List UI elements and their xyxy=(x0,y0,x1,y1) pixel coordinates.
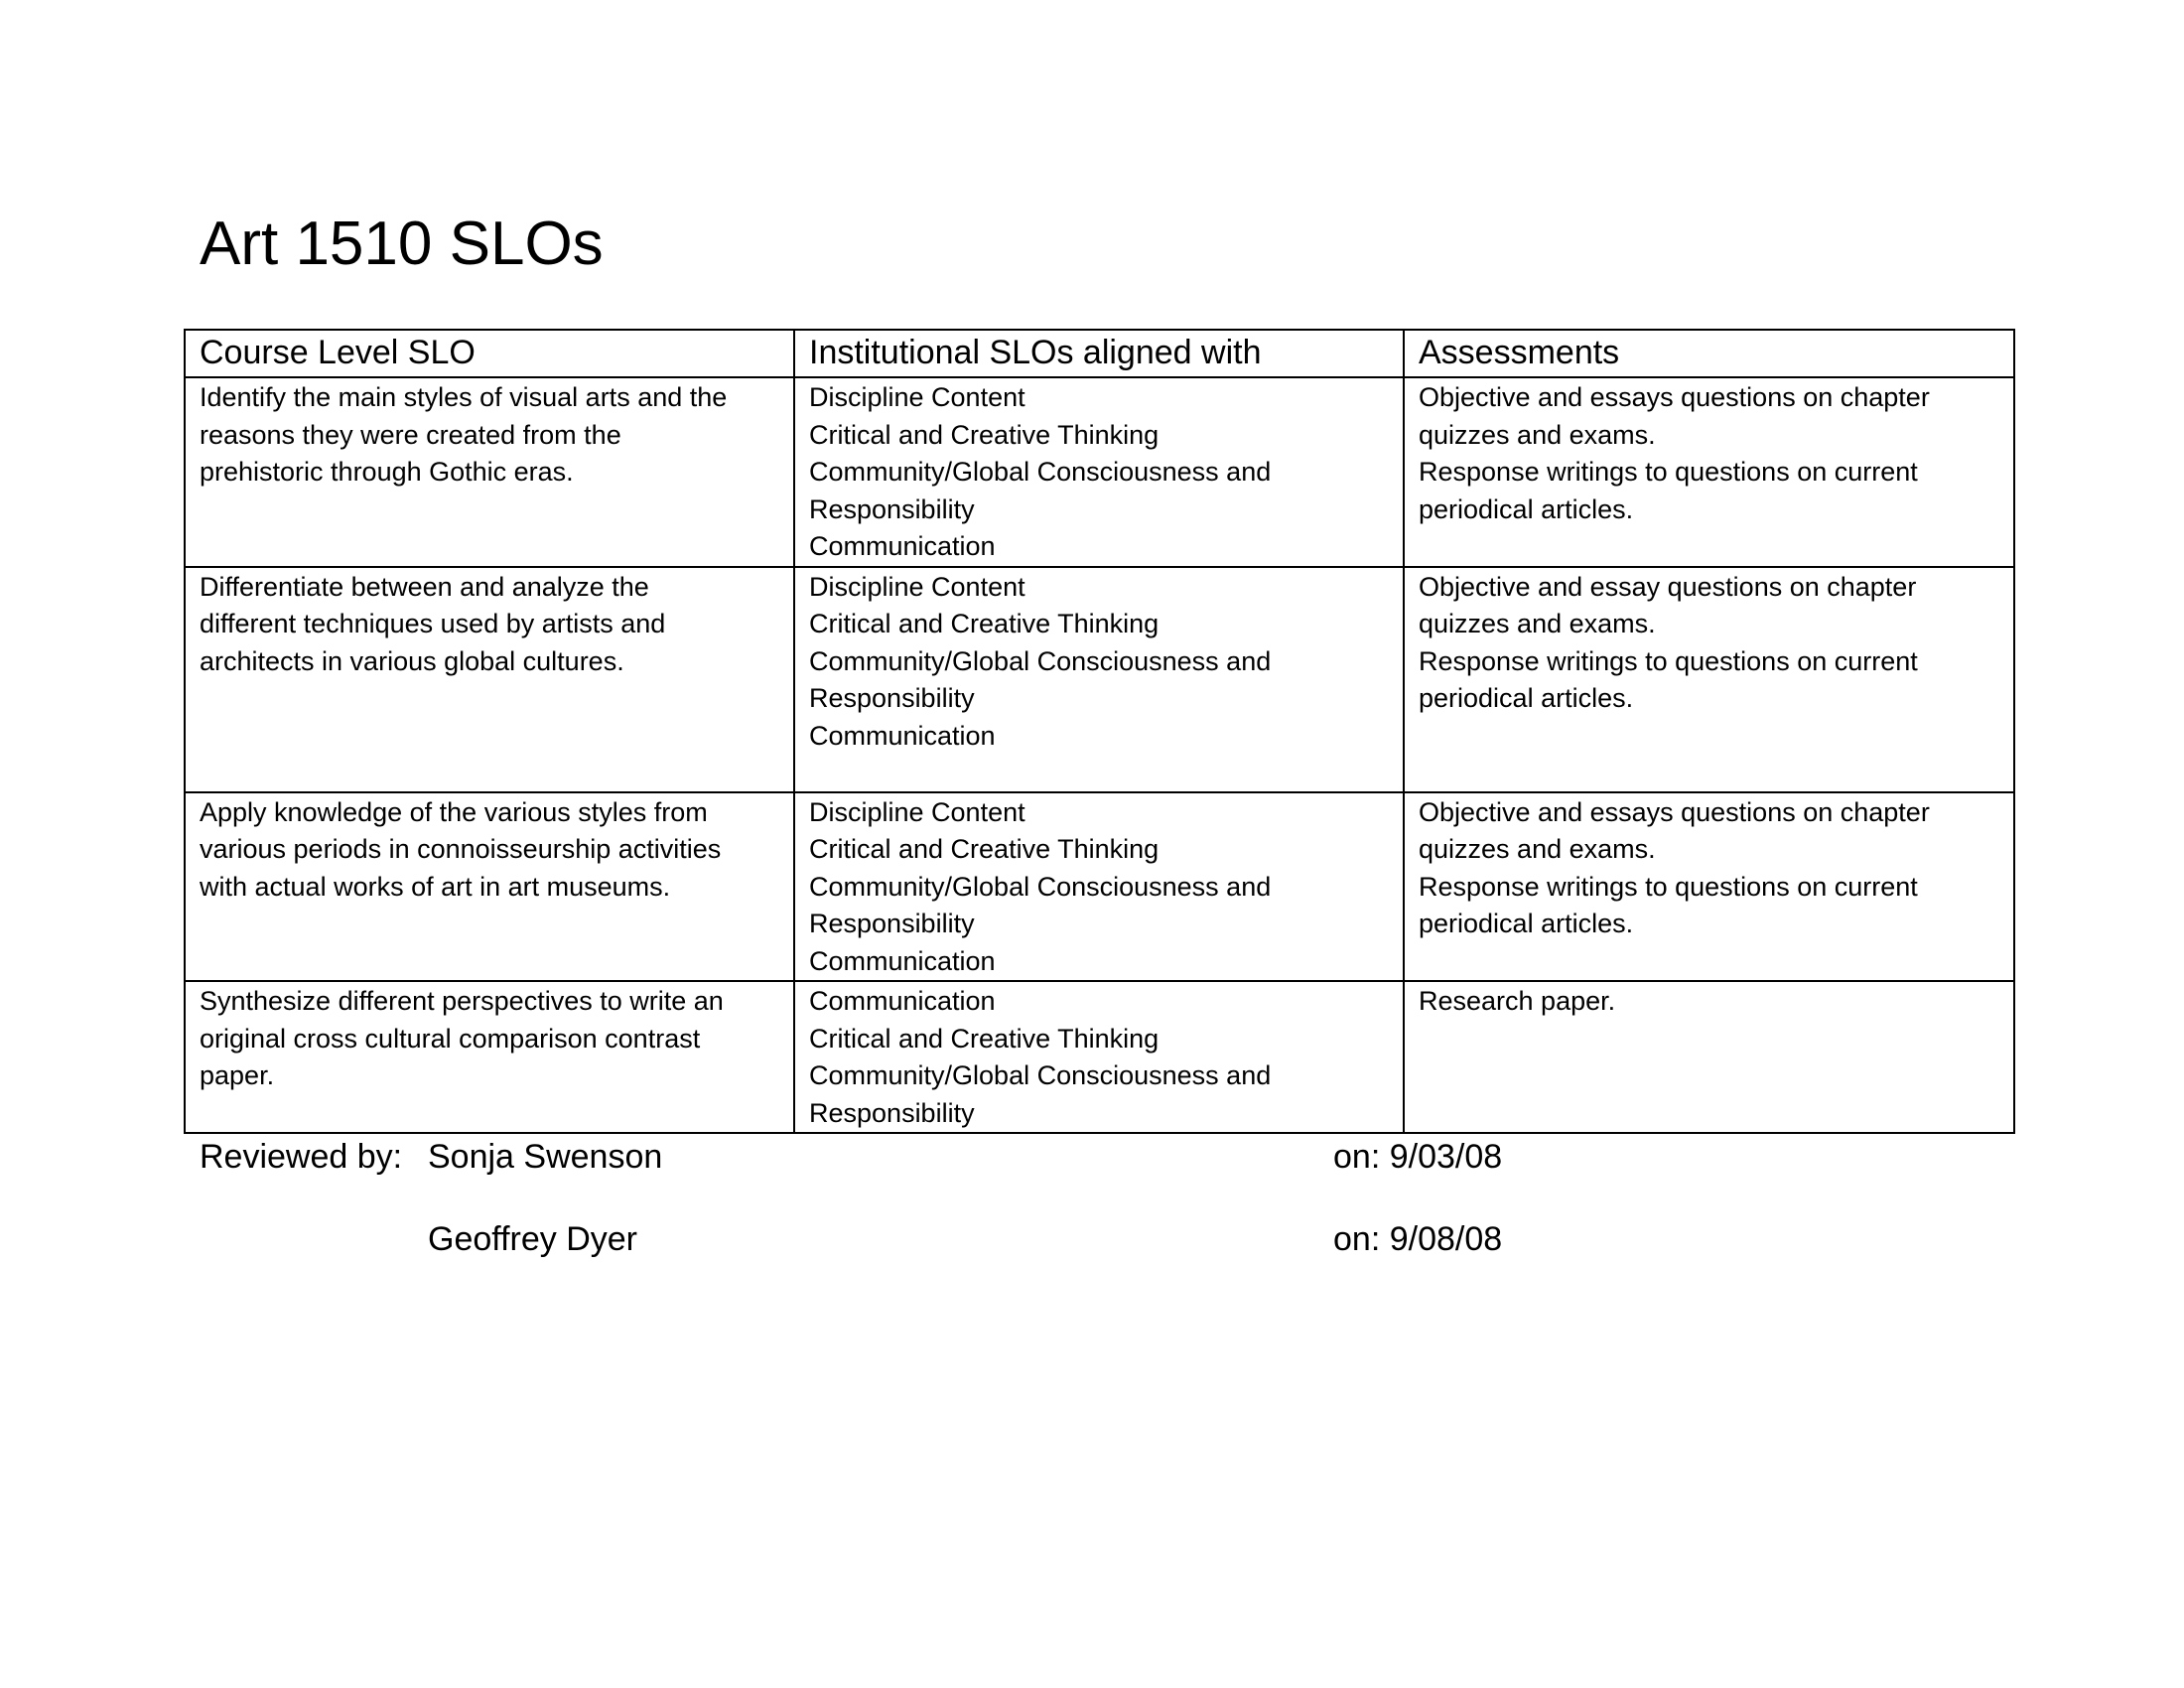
assessments-cell xyxy=(1404,792,2014,982)
table-row xyxy=(185,567,2014,792)
cell-line: Community/Global Consciousness and xyxy=(809,645,1272,676)
slo-table xyxy=(184,329,2015,1134)
cell-line: with actual works of art in art museums. xyxy=(200,871,671,902)
cell-line: Critical and Creative Thinking xyxy=(809,834,1160,864)
cell-line: Responsibility xyxy=(809,1097,975,1128)
cell-line: Objective and essay questions on chapter xyxy=(1419,571,1917,602)
cell-line: Research paper. xyxy=(1419,986,1616,1016)
cell-line: Synthesize different perspectives to write an xyxy=(200,986,724,1016)
cell-line: various periods in connoisseurship activities xyxy=(200,834,722,864)
cell-line: quizzes and exams. xyxy=(1419,609,1656,638)
review-date: on: 9/03/08 xyxy=(1333,1138,1503,1176)
cell-line: Discipline Content xyxy=(809,382,1025,412)
institutional-slos-cell xyxy=(794,377,1404,567)
reviewed-by-label: Reviewed by: xyxy=(200,1138,403,1176)
institutional-slos-cell xyxy=(794,792,1404,982)
cell-line: prehistoric through Gothic eras. xyxy=(200,457,574,487)
header-course-level-slo: Course Level SLO xyxy=(185,330,794,377)
cell-line: Response writings to questions on current xyxy=(1419,645,1918,676)
document-title: Art 1510 SLOs xyxy=(200,210,604,278)
cell-line: Communication xyxy=(809,531,996,561)
cell-line: Community/Global Consciousness and xyxy=(809,871,1272,902)
cell-line: Apply knowledge of the various styles from xyxy=(200,796,708,827)
cell-line: Community/Global Consciousness and xyxy=(809,1060,1272,1090)
cell-line: Community/Global Consciousness and xyxy=(809,457,1272,487)
course-slo-cell xyxy=(185,792,794,982)
cell-line: Communication xyxy=(809,986,996,1016)
assessments-cell xyxy=(1404,567,2014,792)
cell-line: periodical articles. xyxy=(1419,683,1634,713)
cell-line: Critical and Creative Thinking xyxy=(809,1023,1160,1054)
cell-line: Response writings to questions on current xyxy=(1419,457,1918,487)
cell-line: Communication xyxy=(809,945,996,976)
reviewer-name: Sonja Swenson xyxy=(428,1138,663,1176)
cell-line: architects in various global cultures. xyxy=(200,645,624,676)
cell-line: Objective and essays questions on chapter xyxy=(1419,796,1930,827)
table-row xyxy=(185,377,2014,567)
cell-line: Responsibility xyxy=(809,909,975,938)
cell-line: quizzes and exams. xyxy=(1419,834,1656,864)
course-slo-cell xyxy=(185,377,794,567)
institutional-slos-cell xyxy=(794,567,1404,792)
review-date: on: 9/08/08 xyxy=(1333,1220,1503,1258)
table-row xyxy=(185,792,2014,982)
header-institutional-slos: Institutional SLOs aligned with xyxy=(794,330,1404,377)
cell-line: original cross cultural comparison contrast xyxy=(200,1023,701,1054)
table-row xyxy=(185,981,2014,1133)
cell-line: quizzes and exams. xyxy=(1419,419,1656,450)
cell-line: Response writings to questions on current xyxy=(1419,871,1918,902)
cell-line: different techniques used by artists and xyxy=(200,609,666,638)
cell-line: periodical articles. xyxy=(1419,909,1634,938)
assessments-cell xyxy=(1404,981,2014,1133)
cell-line: Responsibility xyxy=(809,493,975,524)
cell-line: periodical articles. xyxy=(1419,493,1634,524)
cell-line: Responsibility xyxy=(809,683,975,713)
cell-line: Critical and Creative Thinking xyxy=(809,609,1160,638)
cell-line: Communication xyxy=(809,720,996,751)
cell-line: paper. xyxy=(200,1060,275,1090)
cell-line: reasons they were created from the xyxy=(200,419,621,450)
table-header-row xyxy=(185,330,2014,377)
cell-line: Identify the main styles of visual arts and the xyxy=(200,382,728,412)
cell-line: Discipline Content xyxy=(809,796,1025,827)
cell-line: Differentiate between and analyze the xyxy=(200,571,649,602)
cell-line: Objective and essays questions on chapter xyxy=(1419,382,1930,412)
course-slo-cell xyxy=(185,567,794,792)
course-slo-cell xyxy=(185,981,794,1133)
reviewer-name: Geoffrey Dyer xyxy=(428,1220,638,1258)
institutional-slos-cell xyxy=(794,981,1404,1133)
cell-line: Critical and Creative Thinking xyxy=(809,419,1160,450)
header-assessments: Assessments xyxy=(1404,330,2014,377)
cell-line: Discipline Content xyxy=(809,571,1025,602)
assessments-cell xyxy=(1404,377,2014,567)
